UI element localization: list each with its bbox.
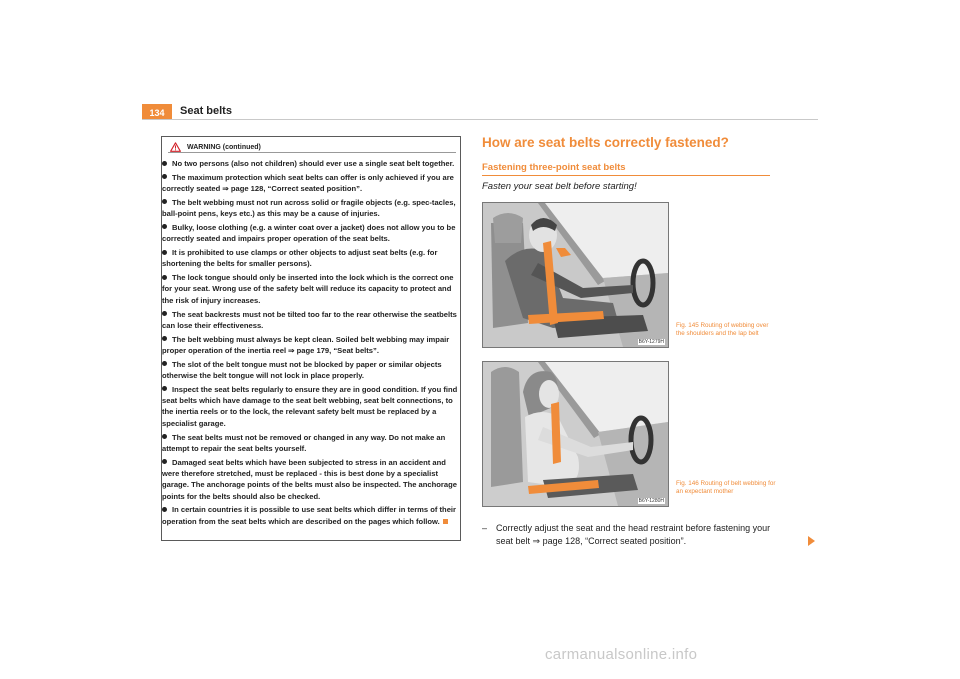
bullet-icon — [162, 507, 167, 512]
section-title: How are seat belts correctly fastened? — [482, 135, 729, 150]
warning-triangle-icon — [170, 142, 181, 152]
lead-text: Fasten your seat belt before starting! — [482, 181, 637, 192]
subsection-divider — [482, 175, 770, 176]
bullet-icon — [162, 161, 167, 166]
subsection-title: Fastening three-point seat belts — [482, 162, 626, 173]
warning-item: The lock tongue should only be inserted into the lock which is the correct one for your seat. Wrong use of the safety belt will reduce its capacity to protect and the risk of injury increases. — [162, 273, 454, 305]
step-marker: – — [482, 523, 488, 533]
figure-146 — [482, 361, 669, 507]
bullet-icon — [162, 224, 167, 229]
bullet-icon — [162, 459, 167, 464]
warning-heading-text: WARNING (continued) — [187, 143, 261, 151]
warning-item: Bulky, loose clothing (e.g. a winter coat over a jacket) does not allow you to be correctly seated and impairs proper operation of the seat belts. — [162, 222, 456, 244]
bullet-icon — [162, 275, 167, 280]
instruction-step — [482, 522, 782, 547]
header-divider — [142, 119, 818, 120]
expectant-mother-seat-belt-illustration — [483, 362, 668, 506]
warning-item: In certain countries it is possible to use seat belts which differ in terms of their operation from the seat belts which are described on the pages which follow. — [162, 505, 456, 526]
figure-145-caption: Fig. 145 Routing of webbing over the shoulders and the lap belt — [676, 322, 769, 337]
figure-145 — [482, 202, 669, 348]
bullet-icon — [162, 386, 167, 391]
warning-divider — [168, 152, 456, 153]
warning-item: The slot of the belt tongue must not be blocked by paper or similar objects otherwise the belt tongue will not lock in place properly. — [162, 359, 442, 381]
warning-item: Damaged seat belts which have been subjected to stress in an accident and were therefore stretched, must be replaced - this is best done by a specialist garage. The anchorage points of the belts must also be inspected. The anchorage points for the belts should also be checked. — [162, 457, 457, 501]
warning-list — [162, 158, 459, 529]
warning-item: The seat backrests must not be tilted too far to the rear otherwise the seatbelts can lose their effectiveness. — [162, 309, 457, 330]
figure-146-caption: Fig. 146 Routing of belt webbing for an expectant mother — [676, 480, 776, 495]
figure-code: B6Y-1279H — [638, 339, 664, 345]
figure-code: B6Y-1280H — [638, 498, 664, 504]
page-header-title: Seat belts — [180, 105, 232, 117]
end-of-section-icon — [443, 519, 448, 524]
bullet-icon — [162, 311, 167, 316]
warning-item: It is prohibited to use clamps or other objects to adjust seat belts (e.g. for shortening the belts for smaller persons). — [162, 248, 438, 269]
warning-item: Inspect the seat belts regularly to ensure they are in good condition. If you find seat belts which have damage to the seat belt webbing, seat belt connections, to the inertia reels or to the lock, the relevant safety belt must be replaced by a specialist garage. — [162, 384, 458, 428]
bullet-icon — [162, 336, 167, 341]
next-page-arrow-icon — [808, 536, 815, 546]
bullet-icon — [162, 250, 167, 255]
warning-heading — [170, 142, 261, 152]
warning-item: The belt webbing must always be kept clean. Soiled belt webbing may impair proper operation of the inertia reel ⇒ page 179, “Seat belts”. — [162, 334, 450, 355]
page-number: 134 — [142, 104, 172, 120]
warning-item: No two persons (also not children) should ever use a single seat belt together. — [162, 158, 459, 169]
warning-item: The seat belts must not be removed or changed in any way. Do not make an attempt to repair the seat belts yourself. — [162, 432, 446, 453]
driver-seat-belt-illustration — [483, 203, 668, 347]
step-line-1: Correctly adjust the seat and the head restraint before fastening your — [496, 523, 771, 533]
warning-item: The maximum protection which seat belts can offer is only achieved if you are correctly seated ⇒ page 128, “Correct seated position”. — [162, 172, 454, 194]
watermark: carmanualsonline.info — [545, 646, 698, 663]
bullet-icon — [162, 199, 167, 204]
bullet-icon — [162, 361, 167, 366]
step-line-2: seat belt ⇒ page 128, “Correct seated position”. — [496, 535, 687, 546]
warning-item: The belt webbing must not run across solid or fragile objects (e.g. spec-tacles, ball-point pens, keys etc.) as this may be a cause of injuries. — [162, 197, 456, 219]
bullet-icon — [162, 434, 167, 439]
bullet-icon — [162, 174, 167, 179]
